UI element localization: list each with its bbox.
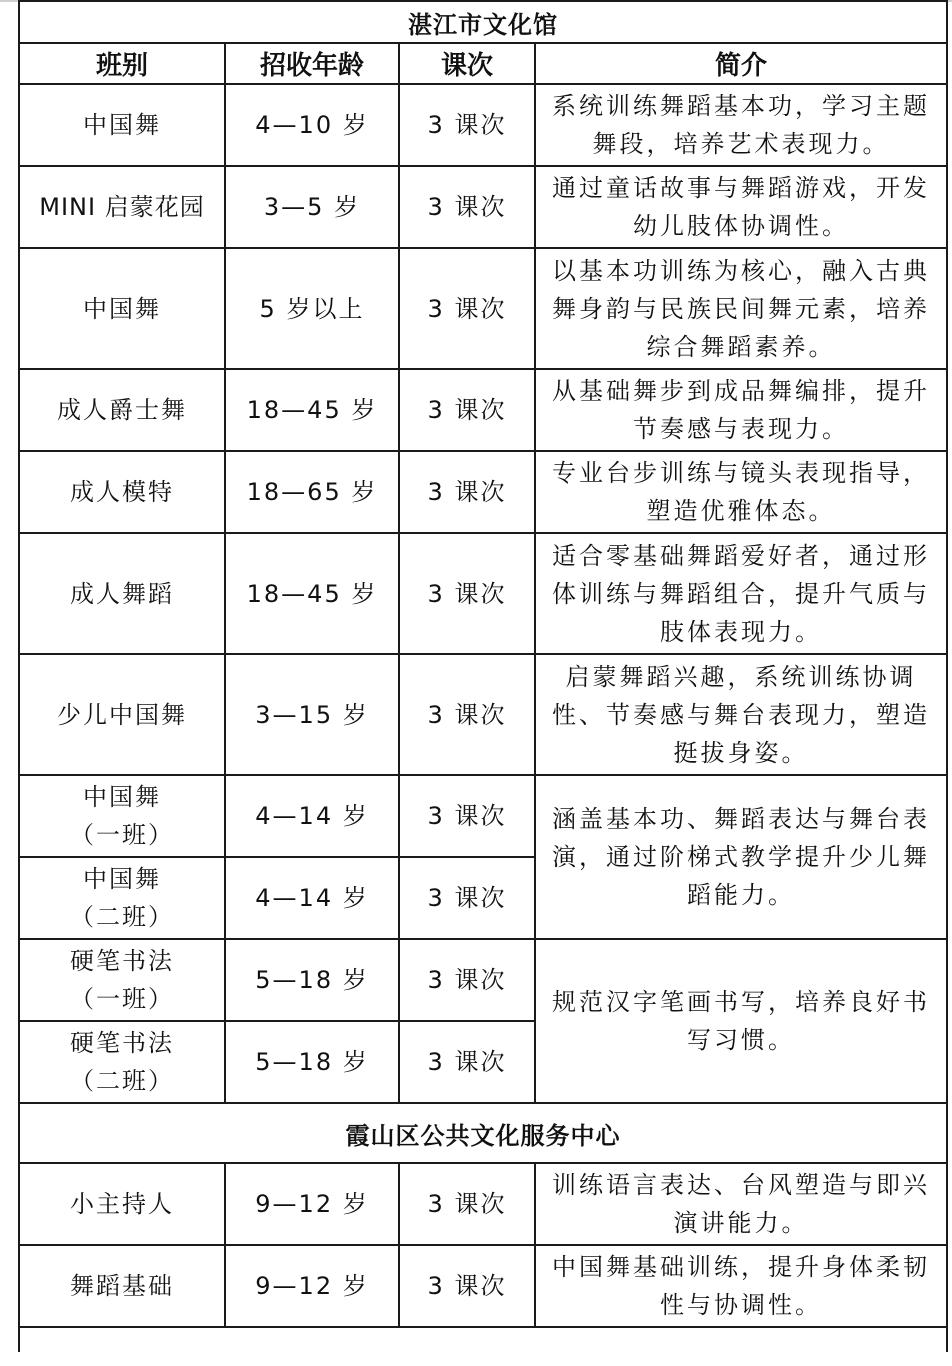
- table-row: [19, 533, 947, 654]
- class-group: （二班）: [70, 1067, 174, 1095]
- lessons-cell: 3 课次: [399, 166, 535, 248]
- intro-cell: 规范汉字笔画书写，培养良好书写习惯。: [535, 939, 947, 1103]
- intro-cell: 从基础舞步到成品舞编排，提升节奏感与表现力。: [535, 369, 947, 451]
- class-cell: 小主持人: [19, 1163, 225, 1245]
- class-cell: MINI 启蒙花园: [19, 166, 225, 248]
- lessons-cell: 3 课次: [399, 248, 535, 369]
- class-cell: 中国舞: [19, 248, 225, 369]
- lessons-cell: 3 课次: [399, 369, 535, 451]
- intro-cell: 通过童话故事与舞蹈游戏，开发幼儿肢体协调性。: [535, 166, 947, 248]
- table-row-partial: [19, 1327, 947, 1352]
- class-group: （二班）: [70, 903, 174, 931]
- intro-cell: 适合零基础舞蹈爱好者，通过形体训练与舞蹈组合，提升气质与肢体表现力。: [535, 533, 947, 654]
- class-cell: [19, 1021, 225, 1103]
- class-cell: [19, 857, 225, 939]
- table-header-row: [19, 43, 947, 84]
- lessons-cell: 3 课次: [399, 84, 535, 166]
- class-name: 中国舞: [83, 783, 161, 811]
- table-row: [19, 84, 947, 166]
- age-cell: 18—65 岁: [225, 451, 399, 533]
- lessons-cell: 3 课次: [399, 775, 535, 857]
- table-row: [19, 939, 947, 1021]
- intro-cell: 系统训练舞蹈基本功，学习主题舞段，培养艺术表现力。: [535, 84, 947, 166]
- table-row: [19, 1245, 947, 1327]
- class-name: 硬笔书法: [70, 1029, 174, 1057]
- age-cell: 5—18 岁: [225, 1021, 399, 1103]
- table-row: [19, 369, 947, 451]
- header-intro: 简介: [535, 43, 947, 84]
- table-row: [19, 654, 947, 775]
- class-cell: 成人模特: [19, 451, 225, 533]
- header-class: 班别: [19, 43, 225, 84]
- lessons-cell: 3 课次: [399, 451, 535, 533]
- header-age: 招收年龄: [225, 43, 399, 84]
- intro-cell: 中国舞基础训练，提升身体柔韧性与协调性。: [535, 1245, 947, 1327]
- class-cell: [19, 775, 225, 857]
- section-title: 湛江市文化馆: [19, 1, 947, 43]
- intro-cell: 以基本功训练为核心，融入古典舞身韵与民族民间舞元素，培养综合舞蹈素养。: [535, 248, 947, 369]
- age-cell: 4—14 岁: [225, 857, 399, 939]
- age-cell: 5—18 岁: [225, 939, 399, 1021]
- header-lessons: 课次: [399, 43, 535, 84]
- intro-cell: 训练语言表达、台风塑造与即兴演讲能力。: [535, 1163, 947, 1245]
- age-cell: 4—10 岁: [225, 84, 399, 166]
- lessons-cell: 3 课次: [399, 1021, 535, 1103]
- class-cell: 舞蹈基础: [19, 1245, 225, 1327]
- course-table-sheet: [18, 0, 946, 1366]
- lessons-cell: 3 课次: [399, 939, 535, 1021]
- lessons-cell: 3 课次: [399, 857, 535, 939]
- age-cell: 3—15 岁: [225, 654, 399, 775]
- table-row: [19, 248, 947, 369]
- course-table: [18, 0, 948, 1352]
- lessons-cell: 3 课次: [399, 1245, 535, 1327]
- table-row: [19, 1163, 947, 1245]
- intro-cell: 启蒙舞蹈兴趣，系统训练协调性、节奏感与舞台表现力，塑造挺拔身姿。: [535, 654, 947, 775]
- lessons-cell: 3 课次: [399, 1163, 535, 1245]
- class-cell: 少儿中国舞: [19, 654, 225, 775]
- intro-cell: 专业台步训练与镜头表现指导，塑造优雅体态。: [535, 451, 947, 533]
- class-group: （一班）: [70, 821, 174, 849]
- age-cell: 18—45 岁: [225, 369, 399, 451]
- age-cell: 5 岁以上: [225, 248, 399, 369]
- class-cell: 成人舞蹈: [19, 533, 225, 654]
- table-row: [19, 451, 947, 533]
- class-cell: 成人爵士舞: [19, 369, 225, 451]
- age-cell: 4—14 岁: [225, 775, 399, 857]
- intro-cell: 涵盖基本功、舞蹈表达与舞台表演，通过阶梯式教学提升少儿舞蹈能力。: [535, 775, 947, 939]
- table-row: [19, 166, 947, 248]
- age-cell: 3—5 岁: [225, 166, 399, 248]
- partial-cell: [19, 1327, 947, 1352]
- class-cell: [19, 939, 225, 1021]
- age-cell: 9—12 岁: [225, 1245, 399, 1327]
- age-cell: 18—45 岁: [225, 533, 399, 654]
- class-cell: 中国舞: [19, 84, 225, 166]
- class-group: （一班）: [70, 985, 174, 1013]
- class-name: 中国舞: [83, 865, 161, 893]
- class-name: 硬笔书法: [70, 947, 174, 975]
- table-row: [19, 775, 947, 857]
- lessons-cell: 3 课次: [399, 654, 535, 775]
- section-title: 霞山区公共文化服务中心: [19, 1103, 947, 1163]
- age-cell: 9—12 岁: [225, 1163, 399, 1245]
- lessons-cell: 3 课次: [399, 533, 535, 654]
